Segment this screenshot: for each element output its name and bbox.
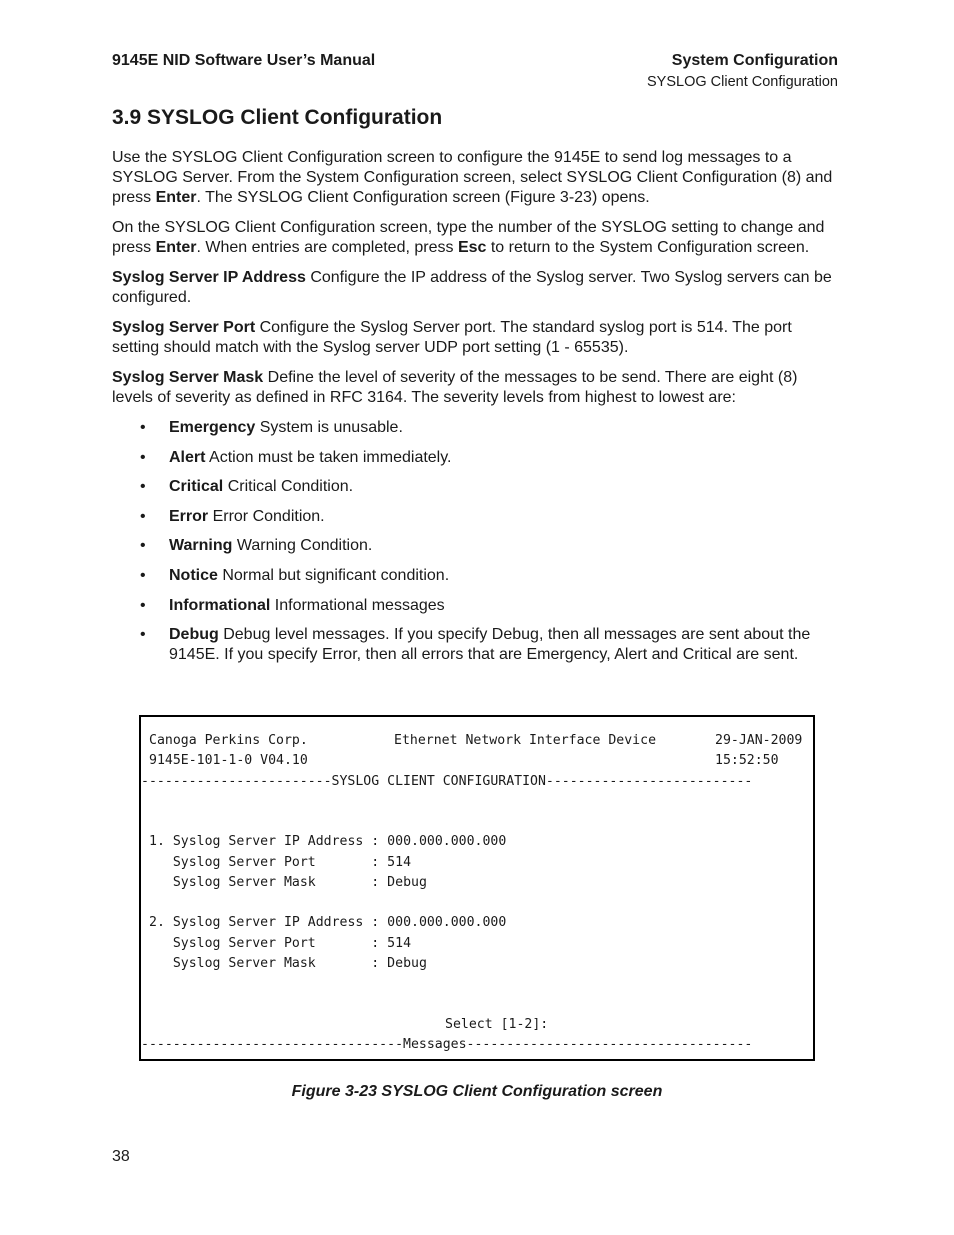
text-run: . When entries are completed, press [196,239,458,256]
screen-title-rule: ------------------------SYSLOG CLIENT CONFIGURATION-------------------------- [141,774,753,789]
text-run: On the SYSLOG Client Configuration screen, type the number of the SYSLOG setting to change and press [112,219,825,256]
definition: System is unusable. [255,419,403,436]
definition: Configure the IP address of the Syslog server. Two Syslog servers can be configured. [112,269,832,306]
server2-port-value: Syslog Server Port : 514 [149,936,412,951]
company-name: Canoga Perkins Corp. [149,733,308,748]
term: Debug [169,626,219,644]
select-prompt[interactable]: Select [1-2]: [445,1017,549,1032]
model-version: 9145E-101-1-0 V04.10 [149,753,308,768]
text-run: . The SYSLOG Client Configuration screen (Figure 3-23) opens. [196,189,650,206]
server1-mask-value: Syslog Server Mask : Debug [149,875,427,890]
list-item [112,418,842,438]
key-name: Enter [155,239,197,256]
term: Syslog Server Port [112,319,256,336]
definition: Normal but significant condition. [217,566,450,584]
server2-mask-value: Syslog Server Mask : Debug [149,956,427,971]
key-name: Esc [457,239,487,256]
server2-ip-option[interactable]: 2. Syslog Server IP Address : 000.000.000.000 [149,915,507,930]
definition: Debug level messages. If you specify Debug, then all messages are sent about the 9145E. If you specify Error, then all errors that are Emergency, Alert and Critical are sent. [169,626,811,664]
mask-paragraph [112,368,842,408]
term: Error [169,507,209,525]
usage-paragraph [112,218,842,258]
intro-paragraph [112,148,842,208]
figure-caption: Figure 3-23 SYSLOG Client Configuration screen [291,1083,663,1100]
body-text [112,148,842,675]
list-item [112,566,842,586]
term: Emergency [169,419,256,436]
port-paragraph [112,318,842,358]
definition: Define the level of severity of the messages to be send. There are eight (8) levels of severity as defined in RFC 3164. The severity levels from highest to lowest are: [112,369,798,406]
ip-address-paragraph [112,268,842,308]
term: Notice [169,566,218,584]
running-header-section: SYSLOG Client Configuration [646,74,838,90]
messages-rule: ---------------------------------Messages------------------------------------ [141,1037,753,1052]
definition: Informational messages [270,596,445,614]
term: Informational [169,596,271,614]
term: Alert [169,448,206,466]
page-number: 38 [112,1148,130,1165]
text-run: Use the SYSLOG Client Configuration screen to configure the 9145E to send log messages to a SYSLOG Server. From the System Configuration screen, select SYSLOG Client Configuration (8) and press [112,149,833,206]
section-heading: 3.9 SYSLOG Client Configuration [112,106,443,129]
text-run: to return to the System Configuration screen. [486,239,810,256]
definition: Configure the Syslog Server port. The standard syslog port is 514. The port setting should match with the Syslog server UDP port setting (1 - 65535). [112,319,792,356]
term: Warning [169,537,233,555]
severity-list [112,418,842,665]
device-name: Ethernet Network Interface Device [394,733,657,748]
list-item [112,448,842,468]
running-header-manual-title: 9145E NID Software User’s Manual [112,52,376,69]
term: Syslog Server IP Address [112,269,306,286]
list-item [112,477,842,497]
term: Critical [169,478,224,496]
list-item [112,507,842,527]
server1-port-value: Syslog Server Port : 514 [149,855,412,870]
list-item [112,625,842,665]
running-header-chapter-title: System Configuration [671,52,838,69]
definition: Warning Condition. [232,537,373,555]
definition: Error Condition. [208,507,325,525]
definition: Action must be taken immediately. [205,448,452,466]
terminal-date: 29-JAN-2009 [715,733,803,748]
key-name: Enter [155,189,197,206]
term: Syslog Server Mask [112,369,264,386]
terminal-time: 15:52:50 [715,753,779,768]
list-item [112,536,842,556]
server1-ip-option[interactable]: 1. Syslog Server IP Address : 000.000.000.000 [149,834,507,849]
definition: Critical Condition. [223,478,354,496]
list-item [112,596,842,616]
terminal-screen [139,715,815,1061]
